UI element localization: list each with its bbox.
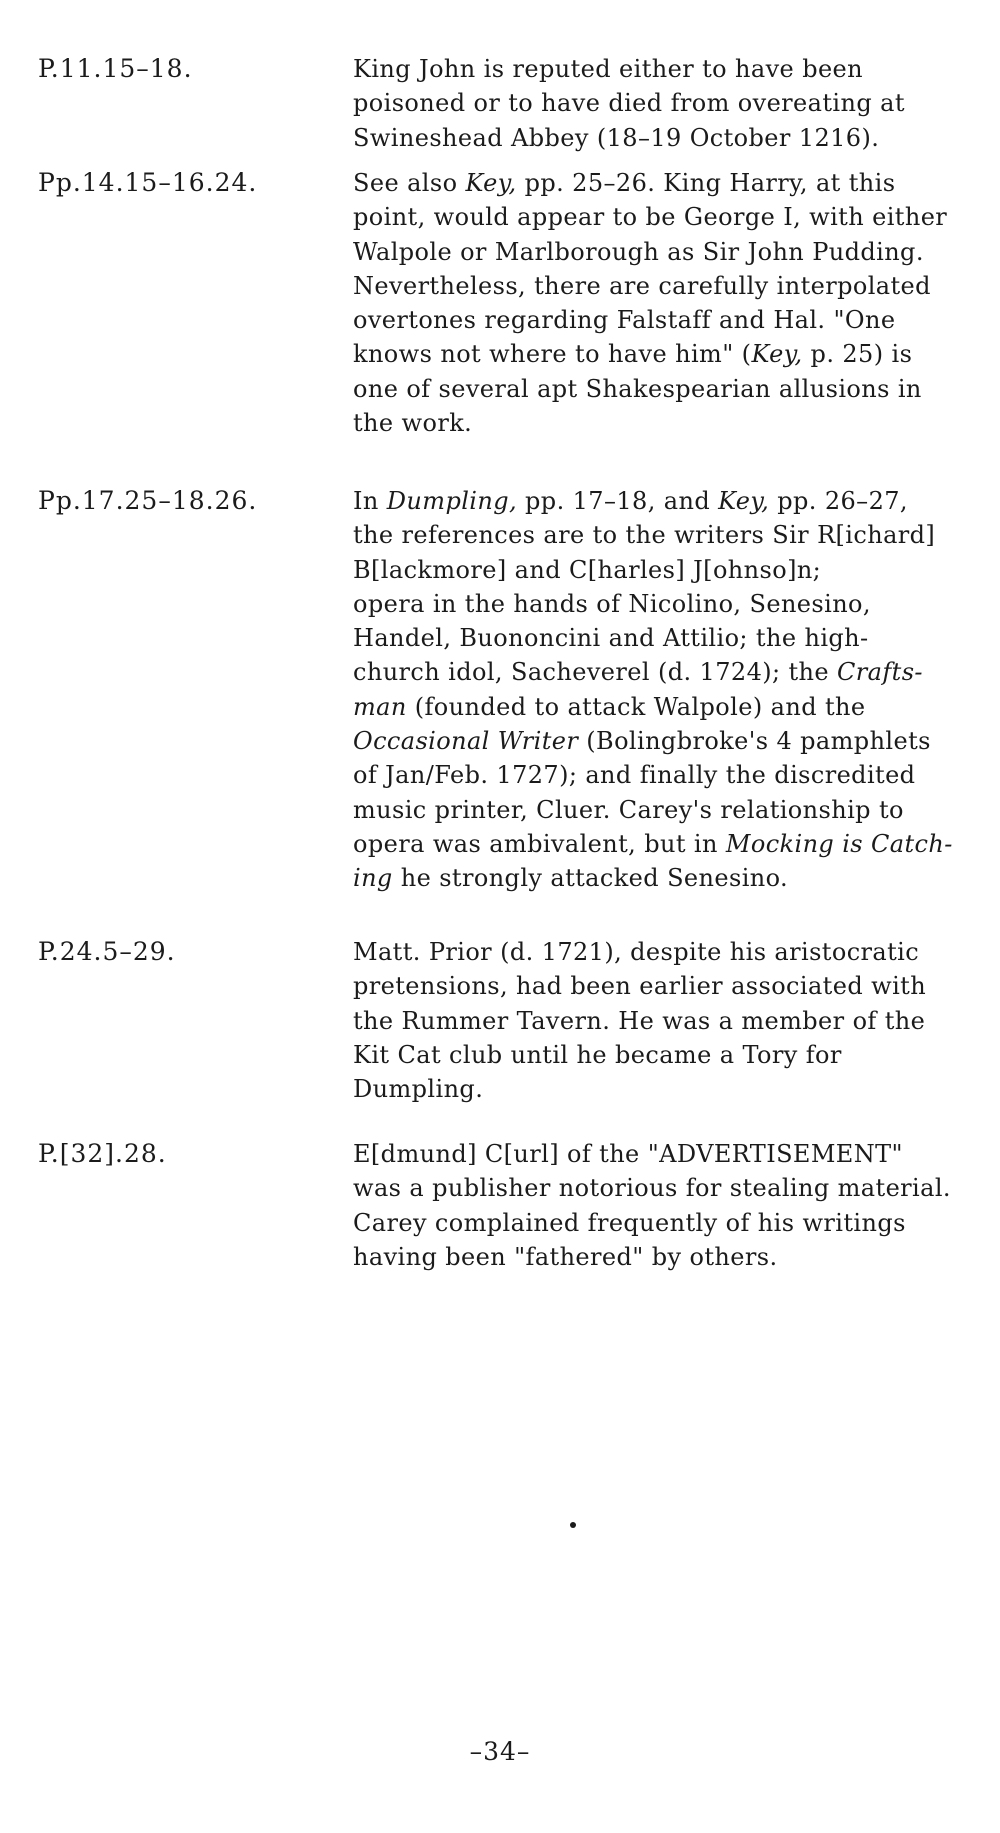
text-line bbox=[353, 1137, 978, 1171]
text-line bbox=[353, 1038, 978, 1072]
italic-title: Key, bbox=[465, 169, 517, 197]
text-line bbox=[353, 406, 978, 440]
note-body bbox=[353, 484, 978, 896]
text-run: In bbox=[353, 487, 387, 515]
italic-title: Key, bbox=[751, 340, 803, 369]
text-run: Matt. Prior (d. 1721), despite his aristocratic bbox=[353, 938, 920, 966]
text-line bbox=[353, 1072, 978, 1106]
text-line bbox=[353, 935, 978, 969]
text-line bbox=[353, 969, 978, 1003]
text-line bbox=[353, 372, 978, 406]
text-line bbox=[353, 1171, 978, 1205]
note-reference: Pp.14.15–16.24. bbox=[38, 168, 258, 197]
text-run: Swineshead Abbey (18–19 October 1216). bbox=[353, 123, 880, 152]
text-run: music printer, Cluer. Carey's relationship to bbox=[353, 795, 904, 824]
italic-title: Dumpling, bbox=[386, 487, 518, 515]
note-body bbox=[353, 935, 978, 1106]
text-line bbox=[353, 724, 978, 758]
text-run: Kit Cat club until he became a Tory for bbox=[353, 1040, 842, 1069]
text-run: the Rummer Tavern. He was a member of the bbox=[353, 1006, 926, 1035]
text-line bbox=[353, 690, 978, 724]
text-line bbox=[353, 827, 978, 861]
text-line bbox=[353, 861, 978, 895]
text-run: Handel, Buononcini and Attilio; the high- bbox=[353, 624, 869, 653]
stray-dot bbox=[570, 1522, 576, 1528]
text-run: the work. bbox=[353, 409, 473, 438]
text-run: pp. 17–18, and bbox=[517, 487, 719, 515]
text-run: overtones regarding Falstaff and Hal. "One bbox=[353, 306, 896, 335]
text-line bbox=[353, 166, 978, 200]
page-number: –34– bbox=[469, 1737, 531, 1766]
text-line bbox=[353, 1240, 978, 1274]
text-line bbox=[353, 758, 978, 792]
text-run: B[lackmore] and C[harles] J[ohnso]n; bbox=[353, 555, 822, 584]
text-run: p. 25) is bbox=[802, 340, 913, 369]
text-run: of Jan/Feb. 1727); and finally the discredited bbox=[353, 761, 916, 790]
text-line bbox=[353, 303, 978, 337]
text-run: pp. 26–27, bbox=[769, 487, 908, 515]
text-run: pretensions, had been earlier associated with bbox=[353, 972, 927, 1001]
text-run: opera was ambivalent, but in bbox=[353, 829, 726, 858]
text-run: Dumpling. bbox=[353, 1075, 484, 1104]
text-line bbox=[353, 587, 978, 621]
italic-title: man bbox=[353, 692, 407, 721]
text-run: was a publisher notorious for stealing material. bbox=[353, 1174, 951, 1203]
text-run: poisoned or to have died from overeating at bbox=[353, 89, 905, 118]
note-body bbox=[353, 52, 978, 155]
text-run: (founded to attack Walpole) and the bbox=[406, 692, 866, 721]
text-run: E[dmund] C[url] of the "ADVERTISEMENT" bbox=[353, 1140, 903, 1168]
text-run: Nevertheless, there are carefully interpolated bbox=[353, 271, 931, 300]
text-run: knows not where to have him" ( bbox=[353, 340, 752, 369]
text-line bbox=[353, 793, 978, 827]
text-run: King John is reputed either to have been bbox=[353, 55, 864, 83]
text-line bbox=[353, 337, 978, 371]
text-line bbox=[353, 518, 978, 552]
text-line bbox=[353, 1206, 978, 1240]
text-run: pp. 25–26. King Harry, at this bbox=[516, 169, 896, 197]
italic-title: Crafts- bbox=[837, 658, 923, 687]
italic-title: Key, bbox=[718, 487, 770, 515]
note-reference: P.11.15–18. bbox=[38, 54, 193, 83]
note-body bbox=[353, 166, 978, 440]
text-run: having been "fathered" by others. bbox=[353, 1242, 778, 1271]
text-run: point, would appear to be George I, with either bbox=[353, 203, 948, 232]
text-line bbox=[353, 553, 978, 587]
italic-title: ing bbox=[353, 864, 393, 893]
text-line bbox=[353, 52, 978, 86]
text-run: church idol, Sacheverel (d. 1724); the bbox=[353, 658, 838, 687]
text-line bbox=[353, 235, 978, 269]
note-reference: Pp.17.25–18.26. bbox=[38, 486, 258, 515]
note-body bbox=[353, 1137, 978, 1274]
note-reference: P.[32].28. bbox=[38, 1139, 167, 1168]
text-line bbox=[353, 1004, 978, 1038]
text-line bbox=[353, 86, 978, 120]
text-line bbox=[353, 621, 978, 655]
text-run: one of several apt Shakespearian allusions in bbox=[353, 374, 922, 403]
text-line bbox=[353, 655, 978, 689]
text-line bbox=[353, 484, 978, 518]
text-line bbox=[353, 269, 978, 303]
text-run: he strongly attacked Senesino. bbox=[392, 864, 789, 893]
text-run: Carey complained frequently of his writings bbox=[353, 1208, 906, 1237]
text-run: opera in the hands of Nicolino, Senesino, bbox=[353, 589, 871, 618]
text-run: Walpole or Marlborough as Sir John Pudding. bbox=[353, 237, 924, 266]
text-line bbox=[353, 200, 978, 234]
italic-title: Mocking is Catch- bbox=[725, 829, 953, 858]
text-run: (Bolingbroke's 4 pamphlets bbox=[578, 727, 931, 756]
note-reference: P.24.5–29. bbox=[38, 937, 176, 966]
italic-title: Occasional Writer bbox=[353, 727, 579, 756]
text-run: See also bbox=[353, 169, 466, 197]
text-line bbox=[353, 121, 978, 155]
text-run: the references are to the writers Sir R[ichard] bbox=[353, 521, 936, 550]
